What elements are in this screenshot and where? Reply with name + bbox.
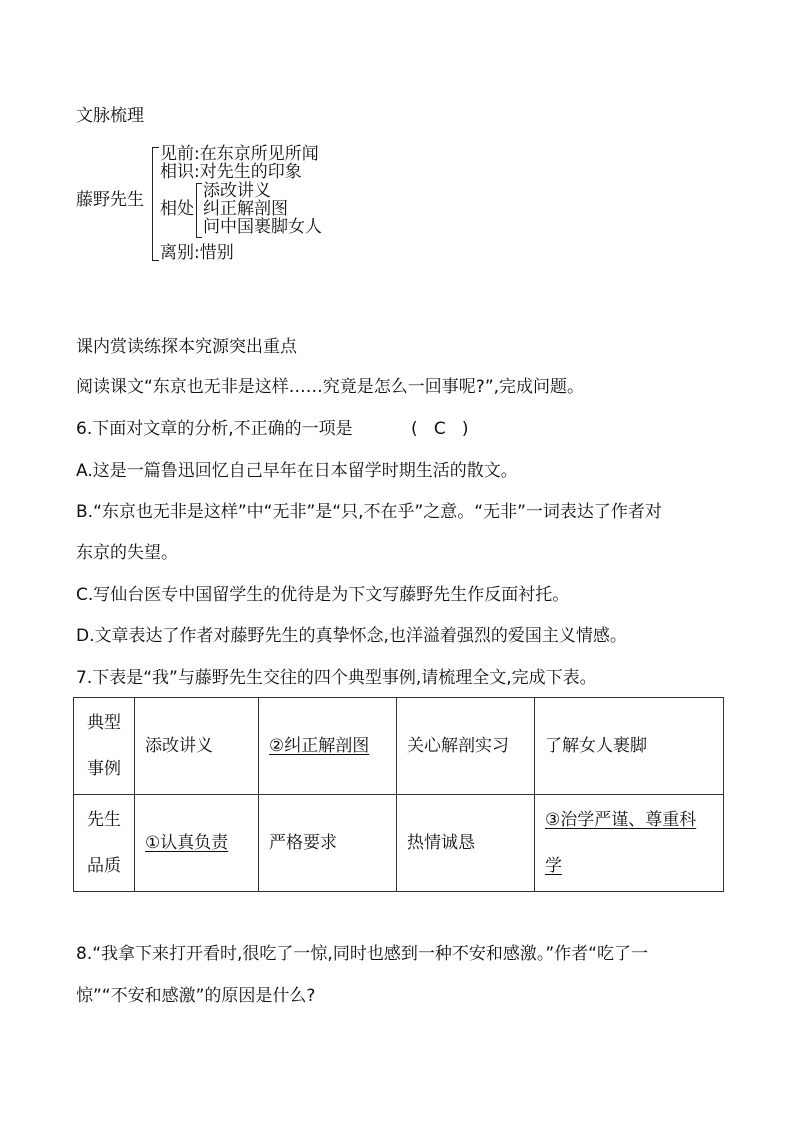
outline-item-text: 对先生的印象 <box>199 162 302 182</box>
table-row <box>74 795 724 892</box>
question-7-stem: 7.下表是“我”与藤野先生交往的四个典型事例,请梳理全文,完成下表。 <box>76 668 597 688</box>
table-cell: 热情诚恳 <box>397 795 535 892</box>
question-8-stem-continued: 惊”“不安和感激”的原因是什么? <box>76 986 316 1006</box>
outline-root: 藤野先生 <box>76 190 144 210</box>
table-cell: 了解女人裹脚 <box>535 698 724 795</box>
outline-sub-brace <box>196 183 202 238</box>
outline-sub-item: 问中国裹脚女人 <box>203 217 322 237</box>
outline-item: 离别:惜别 <box>160 243 234 263</box>
reading-instruction: 阅读课文“东京也无非是这样……究竟是怎么一回事呢?”,完成问题。 <box>76 377 585 397</box>
events-table <box>73 697 724 892</box>
table-cell: 严格要求 <box>259 795 397 892</box>
outline-item: 见前:在东京所见所闻 <box>160 144 319 164</box>
filled-answer: ②纠正解剖图 <box>269 736 370 756</box>
table-cell <box>535 795 724 892</box>
outline-item-text: 惜别 <box>199 243 234 263</box>
question-6-stem: 6.下面对文章的分析,不正确的一项是 <box>76 419 353 439</box>
outline-sub-item: 添改讲义 <box>203 181 271 201</box>
section-title: 课内赏读练探本究源突出重点 <box>76 337 297 357</box>
outline-item-label: 离别 <box>160 243 194 263</box>
outline-item-label: 相处 <box>160 199 194 219</box>
question-6-option-continued: 东京的失望。 <box>76 543 178 563</box>
question-6-option: B.“东京也无非是这样”中“无非”是“只,不在乎”之意。“无非”一词表达了作者对 <box>76 502 662 522</box>
filled-answer: ①认真负责 <box>145 833 229 853</box>
table-cell: 关心解剖实习 <box>397 698 535 795</box>
filled-answer: ③治学严谨、尊重科 <box>545 810 697 830</box>
outline-item-label: 相识 <box>160 162 194 182</box>
row-header: 典型 事例 <box>74 698 135 795</box>
outline-item-label: 见前 <box>160 144 194 164</box>
row-header: 先生 品质 <box>74 795 135 892</box>
section-title: 文脉梳理 <box>76 106 144 126</box>
outline-item-text: 在东京所见所闻 <box>199 144 319 164</box>
outline-item: 相识:对先生的印象 <box>160 162 302 182</box>
question-6-option: A.这是一篇鲁迅回忆自己早年在日本留学时期生活的散文。 <box>76 461 518 481</box>
table-cell <box>259 698 397 795</box>
question-6-option: D.文章表达了作者对藤野先生的真挚怀念,也洋溢着强烈的爱国主义情感。 <box>76 626 627 646</box>
table-row <box>74 698 724 795</box>
table-cell: 添改讲义 <box>135 698 259 795</box>
outline-sub-item: 纠正解剖图 <box>203 199 288 219</box>
outline-main-brace <box>152 147 159 261</box>
question-6-option: C.写仙台医专中国留学生的优待是为下文写藤野先生作反面衬托。 <box>76 585 570 605</box>
question-8-stem: 8.“我拿下来打开看时,很吃了一惊,同时也感到一种不安和感激。”作者“吃了一 <box>76 944 648 964</box>
table-cell <box>135 795 259 892</box>
question-6-answer: ( C ) <box>411 419 469 439</box>
filled-answer: 学 <box>545 856 562 876</box>
